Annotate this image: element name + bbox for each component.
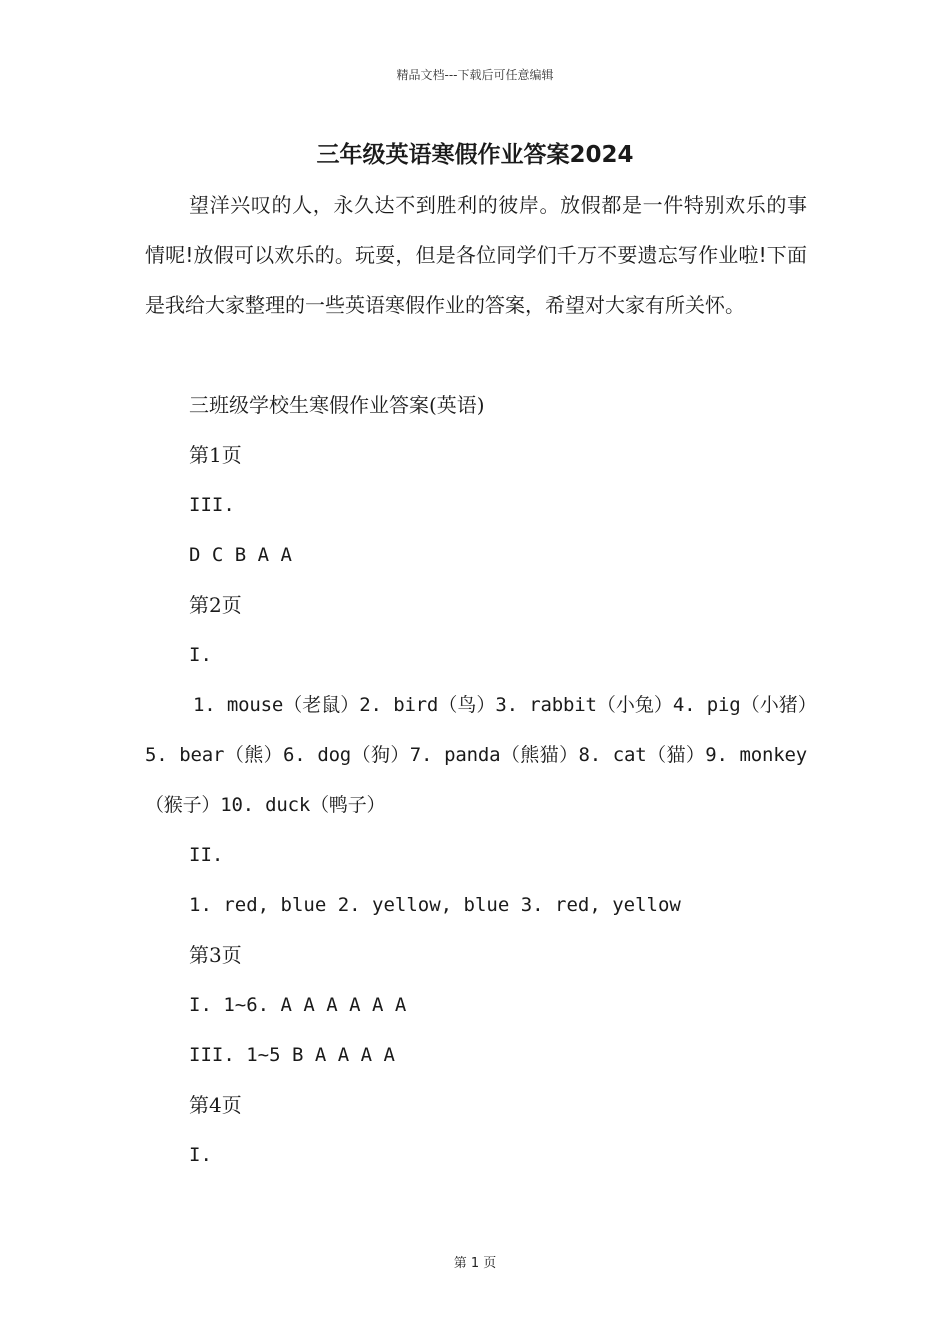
page-2-part-1-label: I. (189, 644, 212, 666)
page-2-part-2-label: II. (189, 844, 224, 866)
blank-line (145, 330, 807, 380)
page-header: 精品文档---下载后可任意编辑 (396, 68, 554, 82)
document-title: 三年级英语寒假作业答案2024 (316, 142, 634, 168)
page-4-part-1-label: I. (189, 1144, 212, 1166)
intro-paragraph: 望洋兴叹的人，永久达不到胜利的彼岸。放假都是一件特别欢乐的事情呢!放假可以欢乐的。玩耍，但是各位同学们千万不要遗忘写作业啦!下面是我给大家整理的一些英语寒假作业的答案，希望对大家有所关怀。 (145, 193, 807, 317)
page-1-answers: D C B A A (189, 544, 292, 566)
page-1-heading: 第1页 (189, 443, 242, 467)
page-2-heading: 第2页 (189, 593, 242, 617)
page-1-part-label: III. (189, 494, 235, 516)
page-2-color-answers: 1. red, blue 2. yellow, blue 3. red, yellow (189, 894, 681, 916)
document-body (145, 180, 807, 1180)
page-3-part-3-answers: III. 1~5 B A A A A (189, 1044, 395, 1066)
page-3-part-1-answers: I. 1~6. A A A A A A (189, 994, 407, 1016)
page-3-heading: 第3页 (189, 943, 242, 967)
page-2-vocab-answers: 1. mouse（老鼠）2. bird（鸟）3. rabbit（小兔）4. pig（小猪）5. bear（熊）6. dog（狗）7. panda（熊猫）8. cat（猫）9. monkey（猴子）10. duck（鸭子） (145, 694, 807, 816)
page-4-heading: 第4页 (189, 1093, 242, 1117)
page-number-footer: 第 1 页 (453, 1256, 497, 1271)
section-title: 三班级学校生寒假作业答案(英语) (189, 393, 485, 417)
